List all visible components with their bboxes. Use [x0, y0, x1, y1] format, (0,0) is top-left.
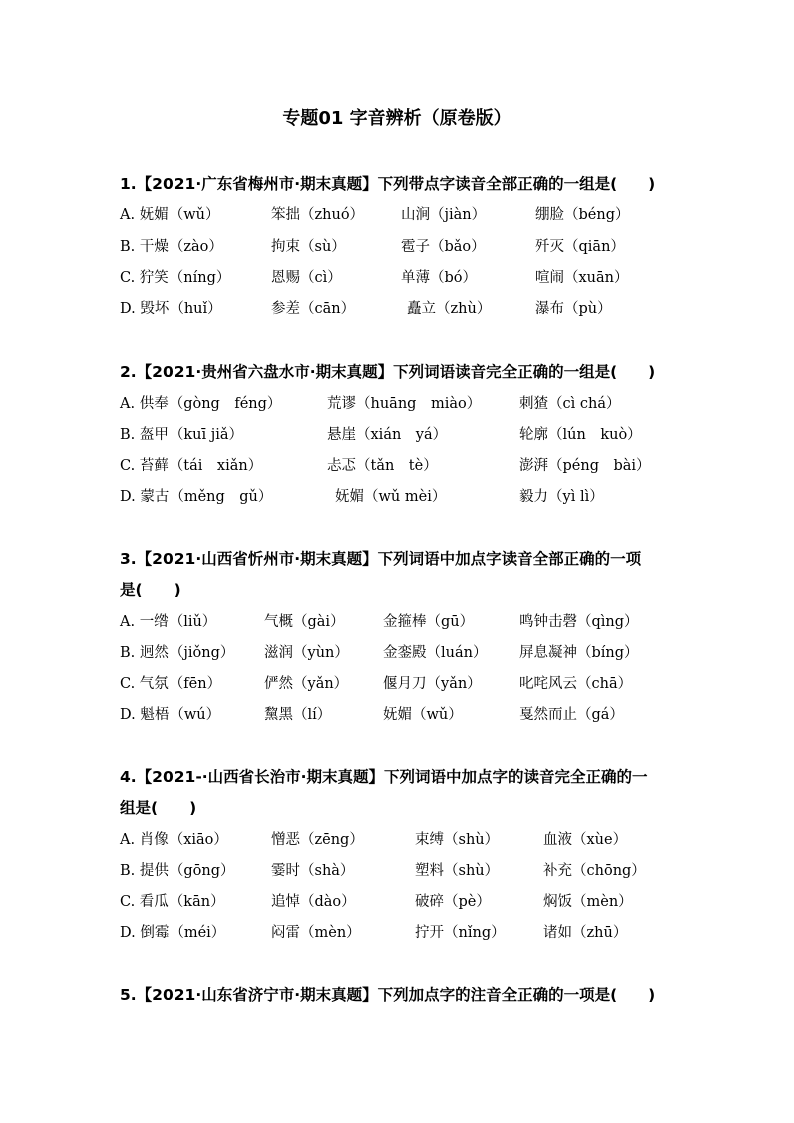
- question-4-option-b: [0, 861, 794, 881]
- option-word: 歼灭（qiān）: [535, 239, 625, 255]
- question-4-option-d: [0, 923, 794, 943]
- option-word: C. 狞笑（níng）: [120, 270, 231, 286]
- option-word: 憎恶（zēng）: [271, 832, 364, 848]
- option-word: 毅力（yì lì）: [519, 489, 604, 505]
- question-2-option-c: [0, 456, 794, 476]
- option-word: 追悼（dào）: [271, 894, 356, 910]
- option-word: 诸如（zhū）: [543, 925, 628, 941]
- option-word: 补充（chōng）: [543, 863, 646, 879]
- option-word: 矗立（zhù）: [407, 301, 492, 317]
- question-4-option-c: [0, 892, 794, 912]
- option-word: D. 蒙古（měng gǔ）: [120, 489, 273, 505]
- option-word: D. 毁坏（huǐ）: [120, 301, 222, 317]
- option-word: 刺猹（cì chá）: [519, 396, 621, 412]
- option-word: 恩赐（cì）: [271, 270, 342, 286]
- question-2-option-a: [0, 394, 794, 414]
- question-1-option-c: [0, 268, 794, 288]
- question-1-option-d: [0, 299, 794, 319]
- option-word: C. 气氛（fēn）: [120, 676, 222, 692]
- option-word: 单薄（bó）: [401, 270, 478, 286]
- option-word: B. 迥然（jiǒng）: [120, 645, 235, 661]
- option-word: 轮廓（lún kuò）: [519, 427, 642, 443]
- question-3-option-b: [0, 643, 794, 663]
- option-word: 绷脸（béng）: [535, 207, 630, 223]
- option-word: B. 干燥（zào）: [120, 239, 223, 255]
- option-word: 澎湃（péng bài）: [519, 458, 651, 474]
- option-word: 闷雷（mèn）: [271, 925, 361, 941]
- option-word: 悬崖（xián yá）: [327, 427, 448, 443]
- question-3-stem: 3.【2021·山西省忻州市·期末真题】下列词语中加点字读音全部正确的一项: [120, 550, 642, 568]
- option-word: 拘束（sù）: [271, 239, 346, 255]
- option-word: 屏息凝神（bíng）: [519, 645, 639, 661]
- option-word: B. 提供（gōng）: [120, 863, 235, 879]
- option-word: 忐忑（tǎn tè）: [327, 458, 438, 474]
- question-2-stem: 2.【2021·贵州省六盘水市·期末真题】下列词语读音完全正确的一组是( ): [120, 363, 656, 381]
- option-word: 塑料（shù）: [415, 863, 500, 879]
- question-2-option-d: [0, 487, 794, 507]
- option-word: 雹子（bǎo）: [401, 239, 486, 255]
- option-word: 偃月刀（yǎn）: [383, 676, 482, 692]
- question-1-option-b: [0, 237, 794, 257]
- option-word: A. 肖像（xiāo）: [120, 832, 228, 848]
- question-4-option-a: [0, 830, 794, 850]
- option-word: 妩媚（wǔ mèi）: [335, 489, 447, 505]
- question-4-stem: 4.【2021-·山西省长治市·期末真题】下列词语中加点字的读音完全正确的一: [120, 768, 648, 786]
- option-word: D. 倒霉（méi）: [120, 925, 226, 941]
- question-3-option-c: [0, 674, 794, 694]
- option-word: 束缚（shù）: [415, 832, 500, 848]
- option-word: 参差（cān）: [271, 301, 356, 317]
- option-word: 瀑布（pù）: [535, 301, 612, 317]
- option-word: 山涧（jiàn）: [401, 207, 487, 223]
- option-word: 气概（gài）: [264, 614, 345, 630]
- question-3-stem-cont: 是( ): [120, 581, 181, 599]
- option-word: 滋润（yùn）: [264, 645, 349, 661]
- option-word: 霎时（shà）: [271, 863, 355, 879]
- option-word: 黧黑（lí）: [264, 707, 332, 723]
- option-word: 金銮殿（luán）: [383, 645, 488, 661]
- option-word: C. 看瓜（kān）: [120, 894, 225, 910]
- page-title: 专题01 字音辨析（原卷版）: [282, 108, 512, 129]
- option-word: 血液（xùe）: [543, 832, 628, 848]
- option-word: D. 魁梧（wú）: [120, 707, 221, 723]
- question-5-stem: 5.【2021·山东省济宁市·期末真题】下列加点字的注音全正确的一项是( ): [120, 986, 656, 1004]
- question-1-stem: 1.【2021·广东省梅州市·期末真题】下列带点字读音全部正确的一组是( ): [120, 175, 656, 193]
- question-2-option-b: [0, 425, 794, 445]
- option-word: 金箍棒（gū）: [383, 614, 475, 630]
- question-1-option-a: [0, 205, 794, 225]
- option-word: 叱咤风云（chā）: [519, 676, 633, 692]
- option-word: 俨然（yǎn）: [264, 676, 349, 692]
- option-word: 荒谬（huāng miào）: [327, 396, 482, 412]
- option-word: A. 妩媚（wǔ）: [120, 207, 220, 223]
- option-word: C. 苔藓（tái xiǎn）: [120, 458, 263, 474]
- option-word: 破碎（pè）: [415, 894, 491, 910]
- option-word: 拧开（nǐng）: [415, 925, 506, 941]
- option-word: 喧闹（xuān）: [535, 270, 629, 286]
- question-4-stem-cont: 组是( ): [120, 799, 197, 817]
- option-word: A. 供奉（gòng féng）: [120, 396, 282, 412]
- option-word: B. 盔甲（kuī jiǎ）: [120, 427, 244, 443]
- option-word: 焖饭（mèn）: [543, 894, 633, 910]
- option-word: 鸣钟击磬（qìng）: [519, 614, 639, 630]
- question-3-option-d: [0, 705, 794, 725]
- option-word: A. 一绺（liǔ）: [120, 614, 217, 630]
- question-3-option-a: [0, 612, 794, 632]
- option-word: 笨拙（zhuó）: [271, 207, 365, 223]
- option-word: 戛然而止（gá）: [519, 707, 624, 723]
- option-word: 妩媚（wǔ）: [383, 707, 463, 723]
